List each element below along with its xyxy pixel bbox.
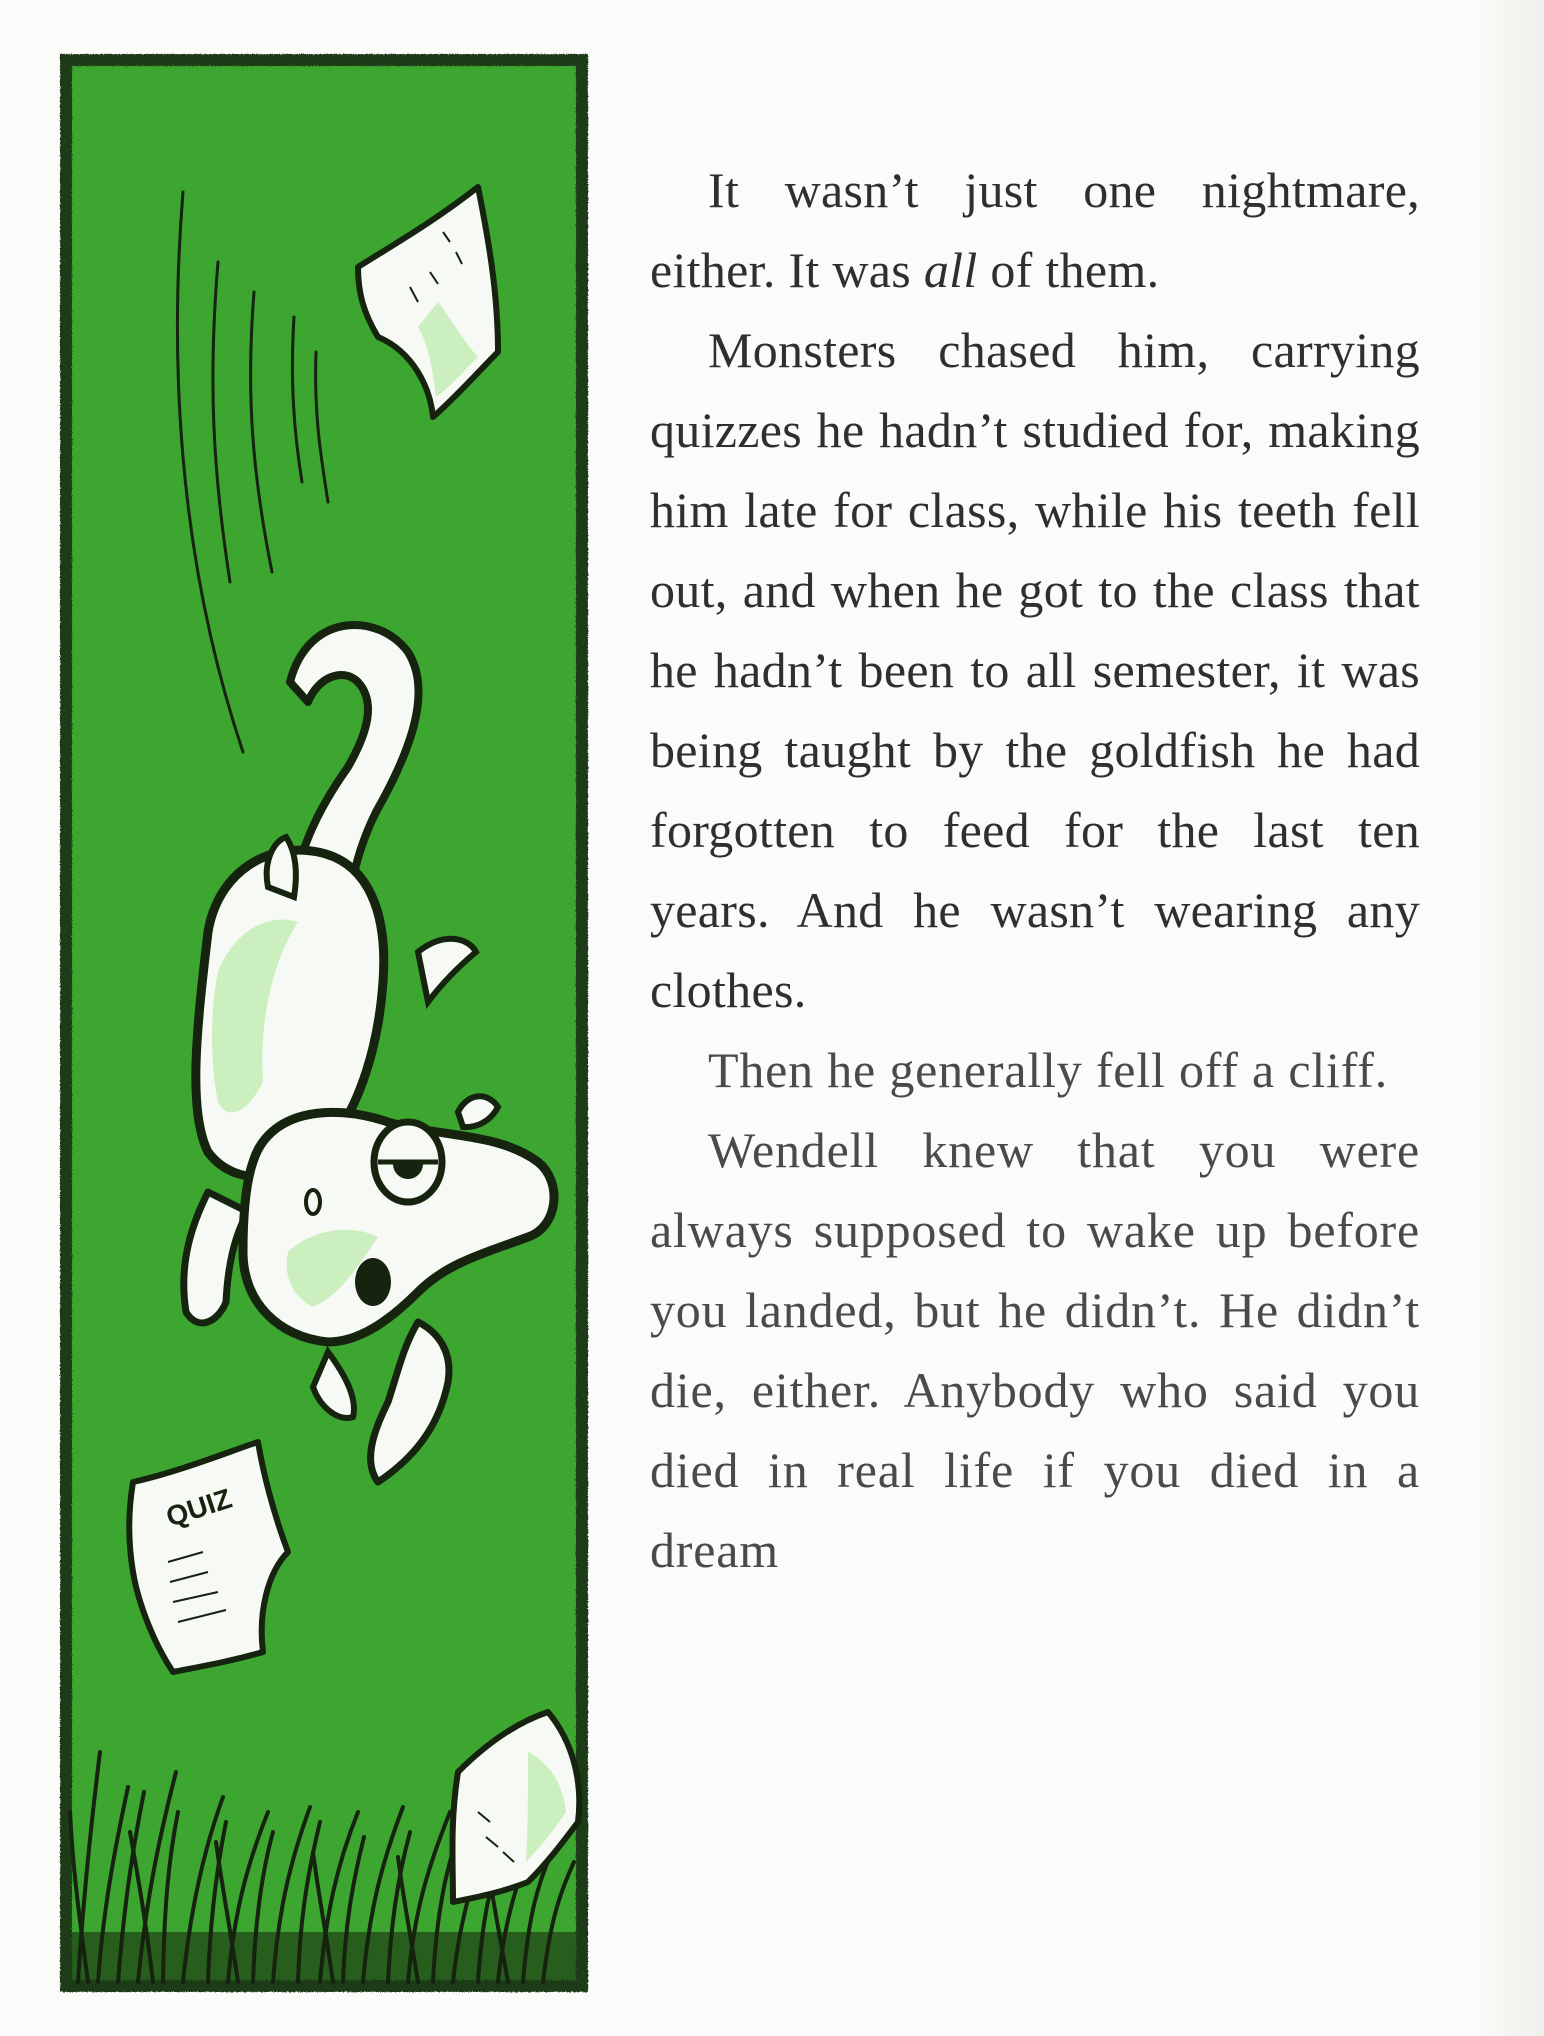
emphasis-all: all	[923, 242, 978, 298]
grass-ground	[72, 1932, 576, 1980]
creature-mouth	[355, 1258, 391, 1306]
creature-eye	[374, 1122, 442, 1202]
quiz-label: QUIZ	[162, 1482, 236, 1533]
quiz-paper	[129, 1442, 288, 1672]
paragraph-wendell: Wendell knew that you were always supposed to wake up before you landed, but he didn’t. He didn’t die, either. Anybody who said you died in real life if you died in a dream	[650, 1122, 1420, 1578]
paragraph-cliff: Then he generally fell off a cliff.	[708, 1042, 1389, 1098]
page-edge-shadow	[1474, 0, 1544, 2036]
paragraph-monsters: Monsters chased him, carrying quizzes he hadn’t studied for, making him late for class, while his teeth fell out, and when he got to the class that he hadn’t been to all semester, it was being taught by the goldfish he had forgotten to feed for the last ten years. And he wasn’t wearing any clothes.	[650, 322, 1420, 1018]
paragraph-nightmares-start: It wasn’t just one nightmare, either. It was	[650, 162, 1420, 298]
illustration-canvas	[58, 52, 590, 1994]
paragraph-nightmares	[650, 150, 1420, 310]
falling-wendell-illustration	[58, 52, 590, 1994]
quiz-sheet	[129, 1442, 288, 1672]
paragraph-nightmares-end: of them.	[977, 242, 1160, 298]
story-text	[650, 150, 1420, 1590]
